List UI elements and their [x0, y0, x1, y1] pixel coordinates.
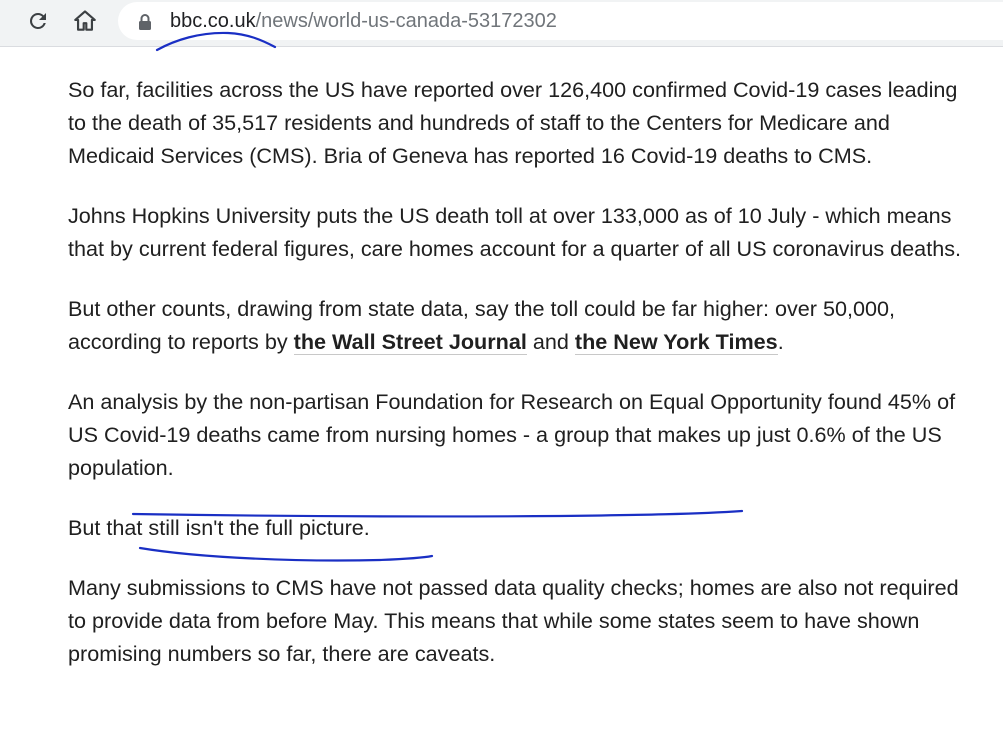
lock-icon — [138, 13, 152, 31]
paragraph-other-counts — [68, 292, 968, 358]
new-york-times-link[interactable]: the New York Times — [574, 329, 778, 354]
article-body — [68, 73, 968, 697]
browser-toolbar — [0, 0, 1003, 47]
paragraph-other-counts-and: and — [526, 329, 575, 354]
paragraph-analysis: An analysis by the non-partisan Foundation for Research on Equal Opportunity found 45% of US Covid-19 deaths came from nursing homes - a group that makes up just 0.6% of the US population. — [68, 389, 956, 480]
paragraph-death-toll: Johns Hopkins University puts the US death toll at over 133,000 as of 10 July - which means that by current federal figures, care homes account for a quarter of all US coronavirus deaths. — [68, 203, 961, 261]
paragraph-full-picture: But that still isn't the full picture. — [68, 515, 370, 540]
paragraph-other-counts-text: But other counts, drawing from state data, say the toll could be far higher: over 50,000, according to reports by — [68, 296, 896, 354]
reload-button[interactable] — [21, 6, 55, 36]
url-host: bbc.co.uk — [170, 10, 256, 32]
home-button[interactable] — [68, 6, 102, 36]
reload-icon — [26, 9, 50, 33]
paragraph-other-counts-end: . — [777, 329, 784, 354]
url-text[interactable] — [170, 10, 557, 32]
paragraph-facilities: So far, facilities across the US have reported over 126,400 confirmed Covid-19 cases leading to the death of 35,517 residents and hundreds of staff to the Centers for Medicare and Medicaid Services (CMS). Bria of Geneva has reported 16 Covid-19 deaths to CMS. — [68, 77, 958, 168]
paragraph-submissions: Many submissions to CMS have not passed data quality checks; homes are also not required to provide data from before May. This means that while some states seem to have shown promising numbers so far, there are caveats. — [68, 575, 959, 666]
wall-street-journal-link[interactable]: the Wall Street Journal — [293, 329, 527, 354]
home-icon — [72, 8, 98, 34]
url-path: /news/world-us-canada-53172302 — [255, 10, 557, 32]
address-bar[interactable] — [118, 2, 1003, 40]
